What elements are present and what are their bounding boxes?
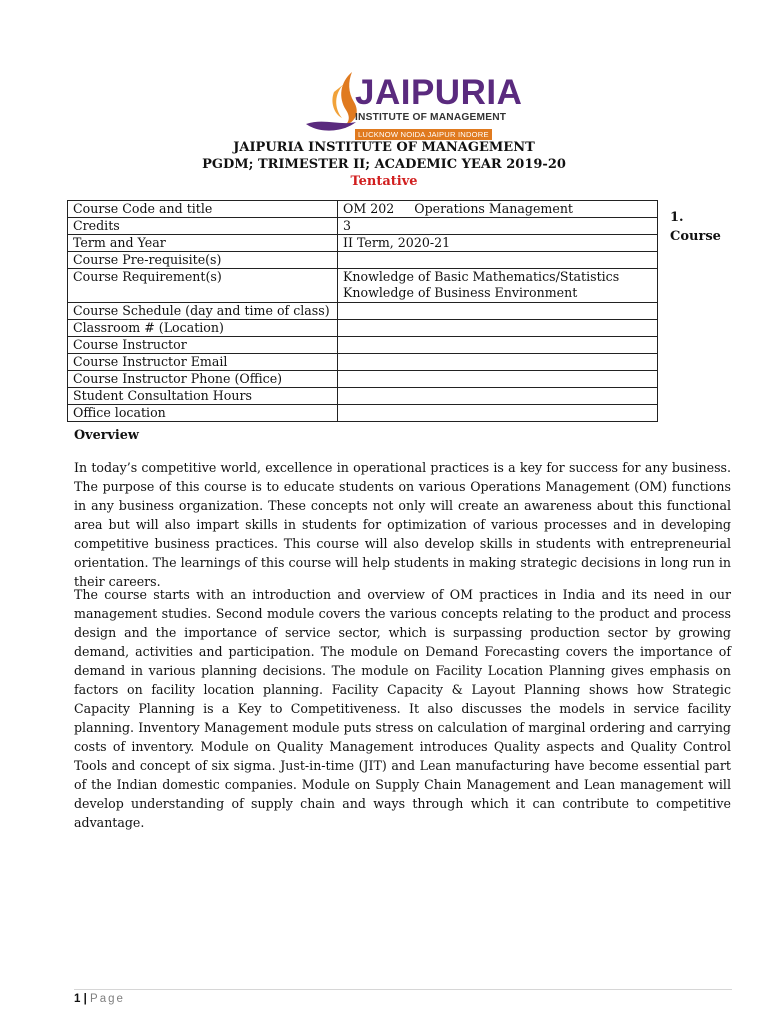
row-label: Office location: [68, 405, 338, 422]
row-label: Term and Year: [68, 235, 338, 252]
row-value: [338, 337, 658, 354]
row-value: [338, 252, 658, 269]
requirement-line: Knowledge of Business Environment: [343, 285, 578, 300]
row-value: [338, 303, 658, 320]
row-label: Student Consultation Hours: [68, 388, 338, 405]
overview-paragraph-2: The course starts with an introduction and overview of OM practices in India and its need in our management studies. Second module covers the various concepts relating to the product and process design and the importance of service sector, which is surpassing production sector by growing demand, activities and participation. The module on Demand Forecasting covers the importance of demand in various planning decisions. The module on Facility Location Planning gives emphasis on factors on facility location planning. Facility Capacity & Layout Planning shows how Strategic Capacity Planning is a Key to Competitiveness. It also discusses the models in service facility planning. Inventory Management module puts stress on calculation of marginal ordering and carrying costs of inventory. Module on Quality Management introduces Quality aspects and Quality Control Tools and concept of six sigma. Just-in-time (JIT) and Lean manufacturing have become essential part of the Indian domestic companies. Module on Supply Chain Management and Lean management will develop understanding of supply chain and ways through which it can contribute to competitive advantage.: [74, 587, 731, 830]
row-label: Classroom # (Location): [68, 320, 338, 337]
row-label: Course Pre-requisite(s): [68, 252, 338, 269]
side-heading: [670, 208, 721, 246]
row-value: [338, 388, 658, 405]
table-row: [68, 252, 658, 269]
row-value: [338, 354, 658, 371]
logo-name: JAIPURIA: [355, 73, 523, 112]
side-heading-word: Course: [670, 229, 721, 244]
row-label: Course Code and title: [68, 201, 338, 218]
table-row: [68, 354, 658, 371]
logo-wordmark: [355, 73, 523, 142]
table-row: [68, 218, 658, 235]
row-label: Course Instructor Email: [68, 354, 338, 371]
row-value: [338, 371, 658, 388]
table-row: [68, 320, 658, 337]
row-value: [338, 269, 658, 303]
course-details-table: [67, 200, 658, 422]
logo-cities: LUCKNOW NOIDA JAIPUR INDORE: [355, 129, 492, 140]
program-title: PGDM; TRIMESTER II; ACADEMIC YEAR 2019-20: [202, 157, 566, 172]
row-label: Course Instructor: [68, 337, 338, 354]
row-value: OM 202 Operations Management: [338, 201, 658, 218]
table-row: [68, 388, 658, 405]
footer-separator: |: [83, 993, 87, 1005]
page-footer: [74, 993, 125, 1005]
row-label: Course Requirement(s): [68, 269, 338, 303]
overview-paragraph-1: In today’s competitive world, excellence in operational practices is a key for success for any business. The purpose of this course is to educate students on various Operations Management (OM) functions in any business organization. These concepts not only will create an awareness about this functional area but will also impart skills in students for optimization of various processes and in developing competitive business practices. This course will also develop skills in students with entrepreneurial orientation. The learnings of this course will help students in making strategic decisions in long run in their careers.: [74, 460, 731, 589]
requirement-line: Knowledge of Basic Mathematics/Statistics: [343, 269, 620, 284]
table-row: [68, 371, 658, 388]
table-row: [68, 405, 658, 422]
tentative-label: Tentative: [350, 174, 418, 189]
row-value: [338, 405, 658, 422]
footer-divider: [74, 989, 732, 990]
row-value: [338, 320, 658, 337]
row-value: 3: [338, 218, 658, 235]
overview-heading: Overview: [74, 428, 139, 443]
logo-subtitle: INSTITUTE OF MANAGEMENT: [355, 112, 507, 123]
table-row: [68, 201, 658, 218]
table-row: [68, 303, 658, 320]
table-row: [68, 235, 658, 252]
table-row: [68, 337, 658, 354]
page-word: Page: [90, 993, 125, 1005]
row-label: Course Schedule (day and time of class): [68, 303, 338, 320]
table-row: [68, 269, 658, 303]
page-number: 1: [74, 993, 81, 1005]
row-label: Course Instructor Phone (Office): [68, 371, 338, 388]
side-heading-number: 1.: [670, 210, 684, 225]
institute-title: JAIPURIA INSTITUTE OF MANAGEMENT: [233, 140, 535, 155]
row-value: II Term, 2020-21: [338, 235, 658, 252]
row-label: Credits: [68, 218, 338, 235]
